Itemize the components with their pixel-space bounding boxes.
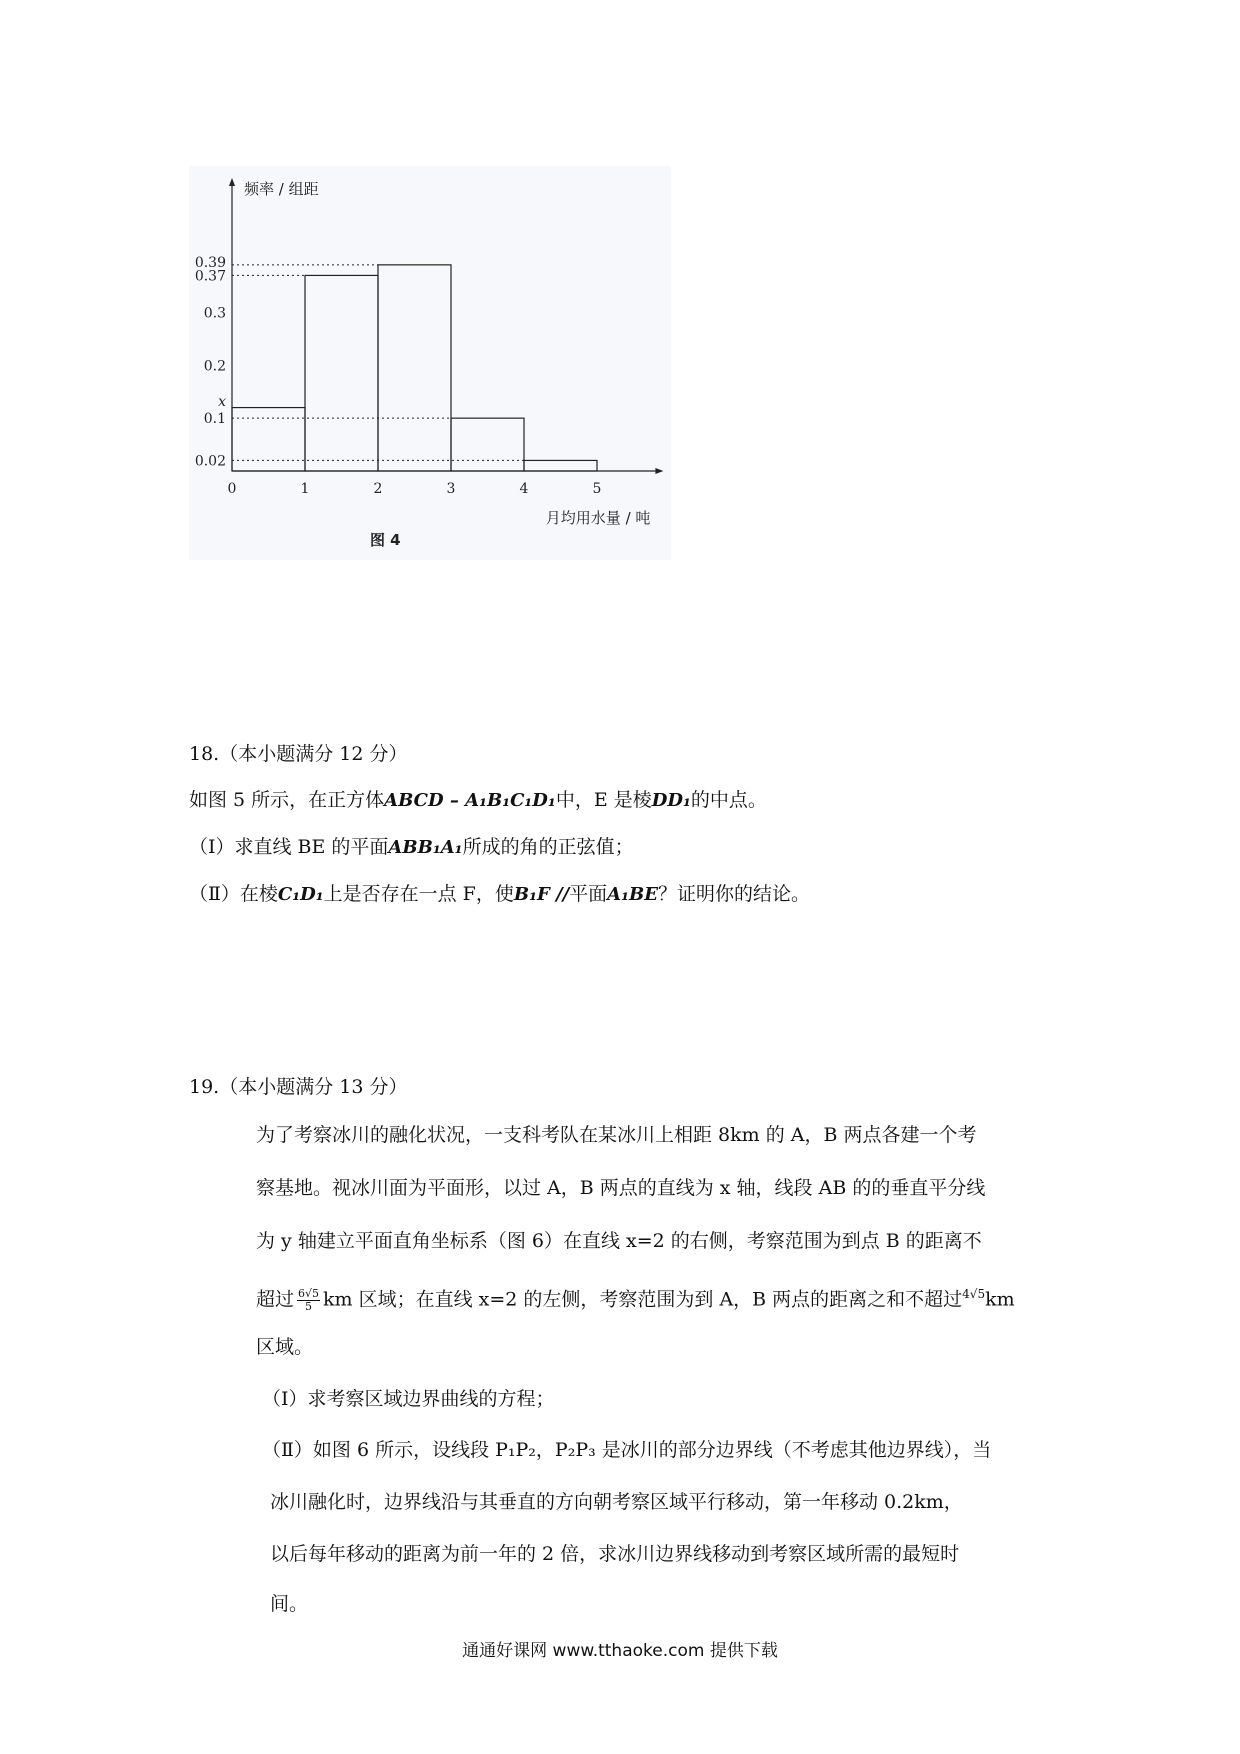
x-axis-arrow <box>655 468 663 474</box>
x-tick-label: 0 <box>227 481 237 497</box>
q19-part2-line-3: 以后每年移动的距离为前一年的 2 倍，求冰川边界线移动到考察区域所需的最短时 <box>270 1543 960 1565</box>
q18-part2-text-2: 上是否存在一点 F，使 <box>323 883 514 905</box>
q18-edge-name: DD₁ <box>651 790 691 811</box>
q18-stem-text-2: 中，E 是棱 <box>555 789 652 811</box>
q18-cube-name: ABCD – A₁B₁C₁D₁ <box>384 790 556 811</box>
q19-part2-line-4: 间。 <box>270 1593 309 1615</box>
q18-plane-name: ABB₁A₁ <box>388 837 463 858</box>
q19-sqrt-value: 4√5 <box>962 1287 986 1301</box>
histogram-bar <box>378 265 451 471</box>
y-tick-label: 0.2 <box>203 358 226 375</box>
q18-part2-text-4: ？证明你的结论。 <box>657 883 810 905</box>
histogram-figure <box>189 166 671 560</box>
q19-fraction <box>297 1288 320 1313</box>
histogram-bar <box>232 408 305 471</box>
histogram-bar <box>451 418 524 471</box>
q18-part1 <box>189 833 634 862</box>
y-tick-label: 0.3 <box>203 305 226 322</box>
q19-line-3: 为 y 轴建立平面直角坐标系（图 6）在直线 x=2 的右侧，考察范围为到点 B 的距离不 <box>256 1230 982 1252</box>
q18-stem <box>189 786 767 815</box>
q19-fraction-numerator: 6√5 <box>298 1286 320 1300</box>
x-tick-label: 4 <box>519 481 529 497</box>
q18-part1-text-1: （Ⅰ）求直线 BE 的平面 <box>189 836 389 858</box>
q19-heading: 19.（本小题满分 13 分） <box>189 1076 408 1098</box>
q18-part2 <box>189 880 810 909</box>
q19-line-4-text-3: km <box>985 1288 1015 1311</box>
q19-line-2: 察基地。视冰川面为平面形，以过 A，B 两点的直线为 x 轴，线段 AB 的的垂直平分线 <box>256 1177 986 1199</box>
q18-part1-text-2: 所成的角的正弦值； <box>462 836 634 858</box>
q19-line-5: 区域。 <box>256 1336 314 1358</box>
q18-plane2-name: A₁BE <box>607 884 658 905</box>
page-footer: 通通好课网 www.tthaoke.com 提供下载 <box>462 1641 778 1661</box>
x-tick-label: 1 <box>300 481 310 497</box>
q18-part2-text-3: 平面 <box>569 883 608 905</box>
y-tick-label: 0.37 <box>194 268 226 285</box>
y-tick-label: 0.02 <box>194 453 226 470</box>
x-tick-label: 2 <box>373 481 383 497</box>
q18-parallel-expr: B₁F // <box>513 884 570 905</box>
q19-line-1: 为了考察冰川的融化状况，一支科考队在某冰川上相距 8km 的 A，B 两点各建一个考 <box>256 1124 977 1146</box>
y-tick-label: x <box>218 394 226 411</box>
q18-stem-text-3: 的中点。 <box>690 789 767 811</box>
y-tick-label: 0.1 <box>203 411 226 428</box>
x-tick-label: 3 <box>446 481 456 497</box>
y-axis-arrow <box>229 178 235 186</box>
q18-heading: 18.（本小题满分 12 分） <box>189 743 408 765</box>
histogram-bar <box>524 460 597 471</box>
q19-line-4-text-1: 超过 <box>256 1288 295 1311</box>
figure-caption: 图 4 <box>369 531 401 549</box>
y-tick-label: 0.39 <box>194 255 226 272</box>
q19-line-4 <box>256 1280 1015 1313</box>
q19-part2-line-2: 冰川融化时，边界线沿与其垂直的方向朝考察区域平行移动，第一年移动 0.2km， <box>270 1491 963 1513</box>
x-axis-label: 月均用水量 / 吨 <box>545 509 651 527</box>
y-axis-label: 频率 / 组距 <box>244 180 319 198</box>
q19-part1: （Ⅰ）求考察区域边界曲线的方程； <box>262 1388 555 1410</box>
histogram-bar <box>305 275 378 471</box>
x-tick-label: 5 <box>592 481 602 497</box>
q18-edge2-name: C₁D₁ <box>277 884 324 905</box>
q18-stem-text-1: 如图 5 所示，在正方体 <box>189 789 385 811</box>
histogram-svg <box>189 166 671 560</box>
q19-part2-line-1: （Ⅱ）如图 6 所示，设线段 P₁P₂，P₂P₃ 是冰川的部分边界线（不考虑其他边界线），当 <box>262 1439 992 1461</box>
q18-part2-text-1: （Ⅱ）在棱 <box>189 883 278 905</box>
q19-fraction-denominator: 5 <box>305 1299 313 1313</box>
q19-line-4-text-2: km 区域；在直线 x=2 的左侧，考察范围为到 A，B 两点的距离之和不超过 <box>323 1288 963 1311</box>
